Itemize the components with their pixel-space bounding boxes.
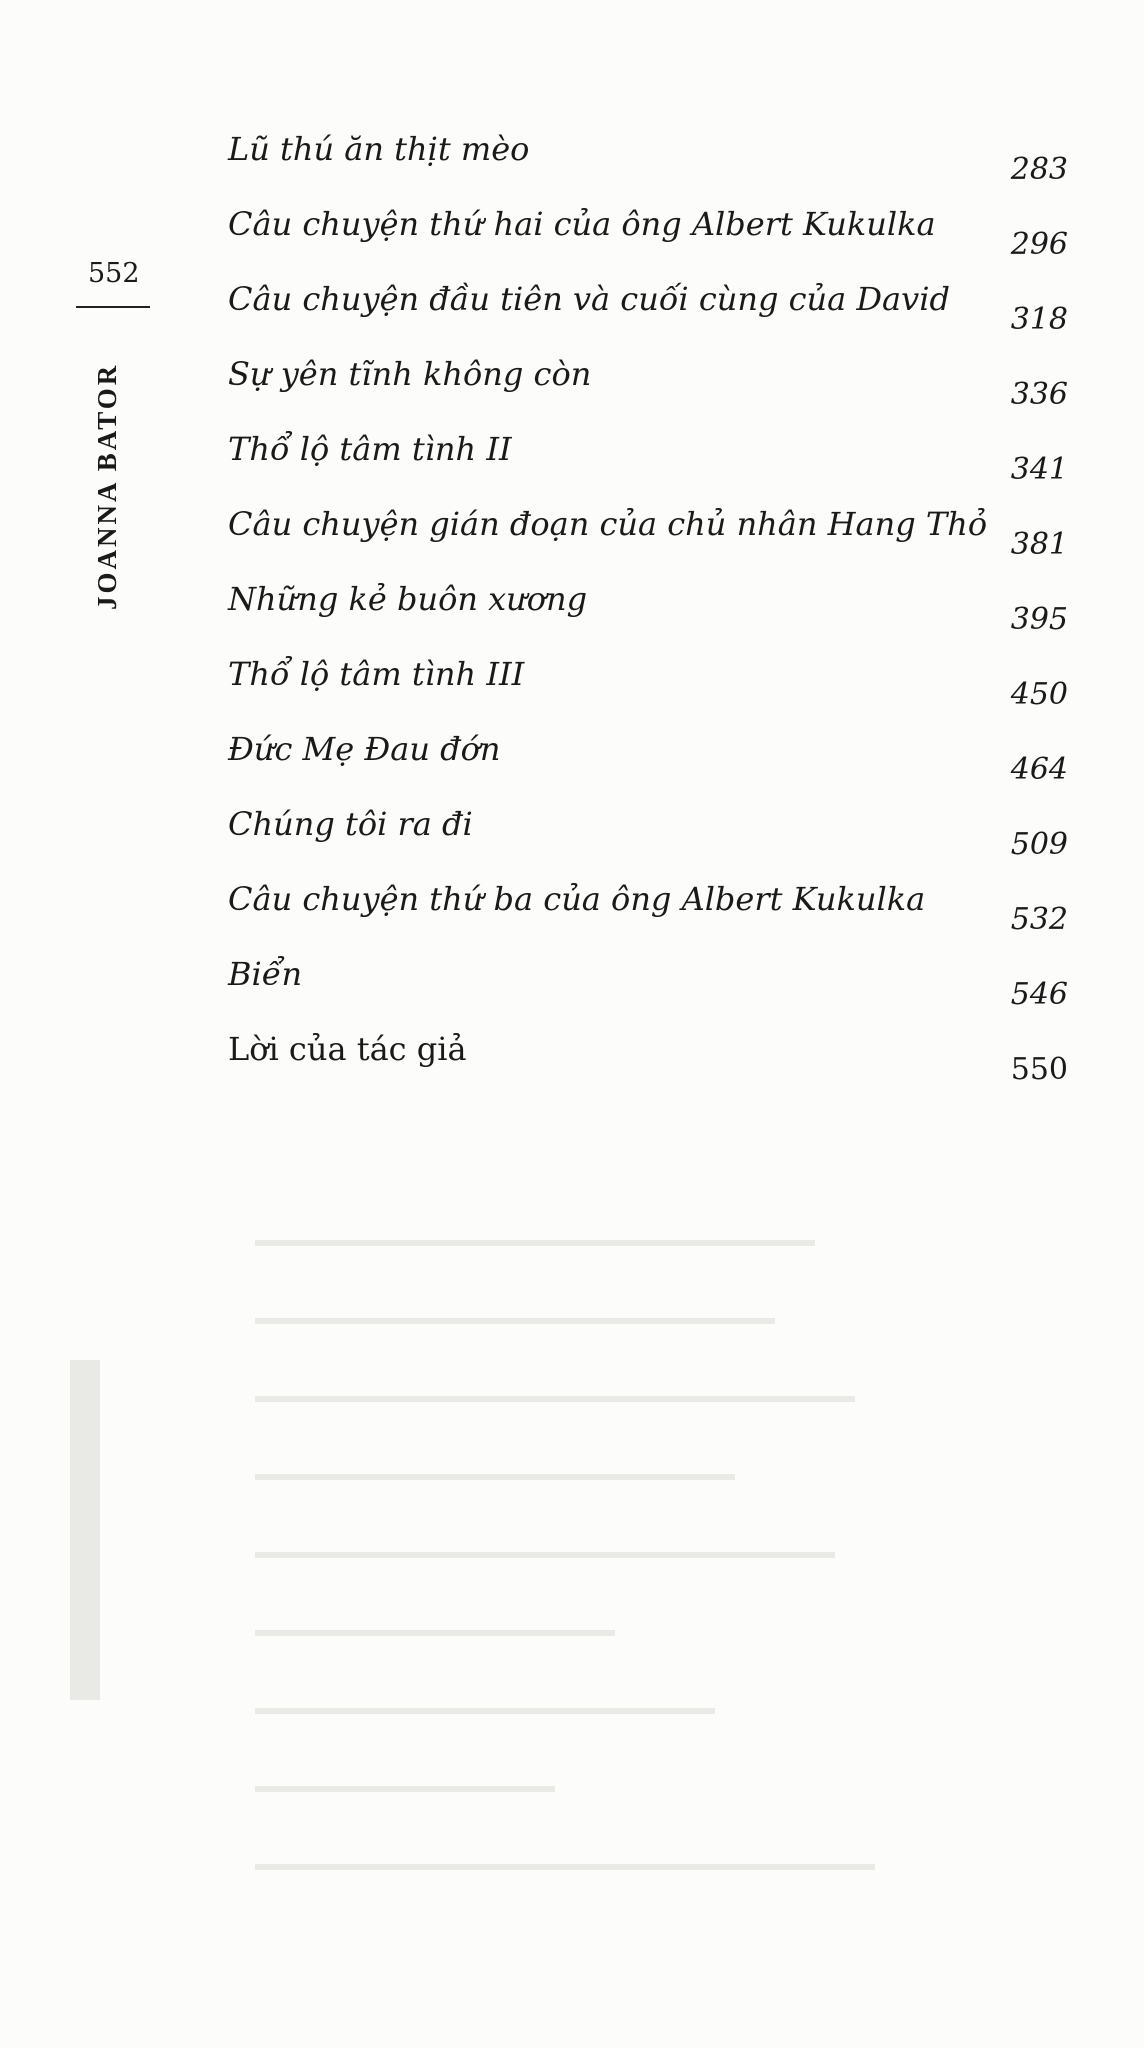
toc-entry-title: Đức Mẹ Đau đớn xyxy=(228,730,501,768)
toc-entry xyxy=(228,730,1068,805)
toc-entry-title: Chúng tôi ra đi xyxy=(228,805,473,843)
toc-entry xyxy=(228,205,1068,280)
toc-entry-page: 341 xyxy=(1010,452,1068,487)
toc-entry xyxy=(228,280,1068,355)
toc-entry xyxy=(228,505,1068,580)
toc-entry-page: 318 xyxy=(1010,302,1068,337)
toc-entry-title: Câu chuyện thứ hai của ông Albert Kukulka xyxy=(228,205,936,243)
toc-entry-page: 509 xyxy=(1010,827,1068,862)
toc-entry-page: 381 xyxy=(1010,527,1068,562)
table-of-contents xyxy=(228,130,1068,1105)
toc-entry-page: 336 xyxy=(1010,377,1068,412)
toc-entry-page: 395 xyxy=(1010,602,1068,637)
toc-entry-page: 296 xyxy=(1010,227,1068,262)
toc-entry-title: Lũ thú ăn thịt mèo xyxy=(228,130,530,168)
toc-entry-page: 532 xyxy=(1010,902,1068,937)
toc-entry-title: Sự yên tĩnh không còn xyxy=(228,355,592,393)
toc-entry-title: Câu chuyện đầu tiên và cuối cùng của David xyxy=(228,280,950,318)
toc-entry xyxy=(228,355,1068,430)
toc-entry-title: Thổ lộ tâm tình III xyxy=(228,655,525,693)
toc-entry xyxy=(228,1030,1068,1105)
toc-entry-page: 550 xyxy=(1010,1052,1068,1087)
header-rule xyxy=(76,306,150,308)
toc-entry xyxy=(228,130,1068,205)
toc-entry xyxy=(228,880,1068,955)
toc-entry-title: Biển xyxy=(228,955,303,993)
toc-entry-page: 546 xyxy=(1010,977,1068,1012)
toc-entry-title: Câu chuyện gián đoạn của chủ nhân Hang Thỏ xyxy=(228,505,988,543)
toc-entry xyxy=(228,580,1068,655)
toc-entry-title: Câu chuyện thứ ba của ông Albert Kukulka xyxy=(228,880,926,918)
toc-entry-title: Thổ lộ tâm tình II xyxy=(228,430,512,468)
toc-entry xyxy=(228,955,1068,1030)
toc-entry xyxy=(228,655,1068,730)
running-head-author: JOANNA BATOR xyxy=(92,362,122,610)
toc-entry-page: 283 xyxy=(1010,152,1068,187)
toc-entry-title: Những kẻ buôn xương xyxy=(228,580,588,618)
toc-entry-title: Lời của tác giả xyxy=(228,1030,467,1068)
toc-entry-page: 464 xyxy=(1010,752,1068,787)
toc-entry-page: 450 xyxy=(1010,677,1068,712)
toc-entry xyxy=(228,805,1068,880)
toc-entry xyxy=(228,430,1068,505)
page-number: 552 xyxy=(88,258,140,289)
